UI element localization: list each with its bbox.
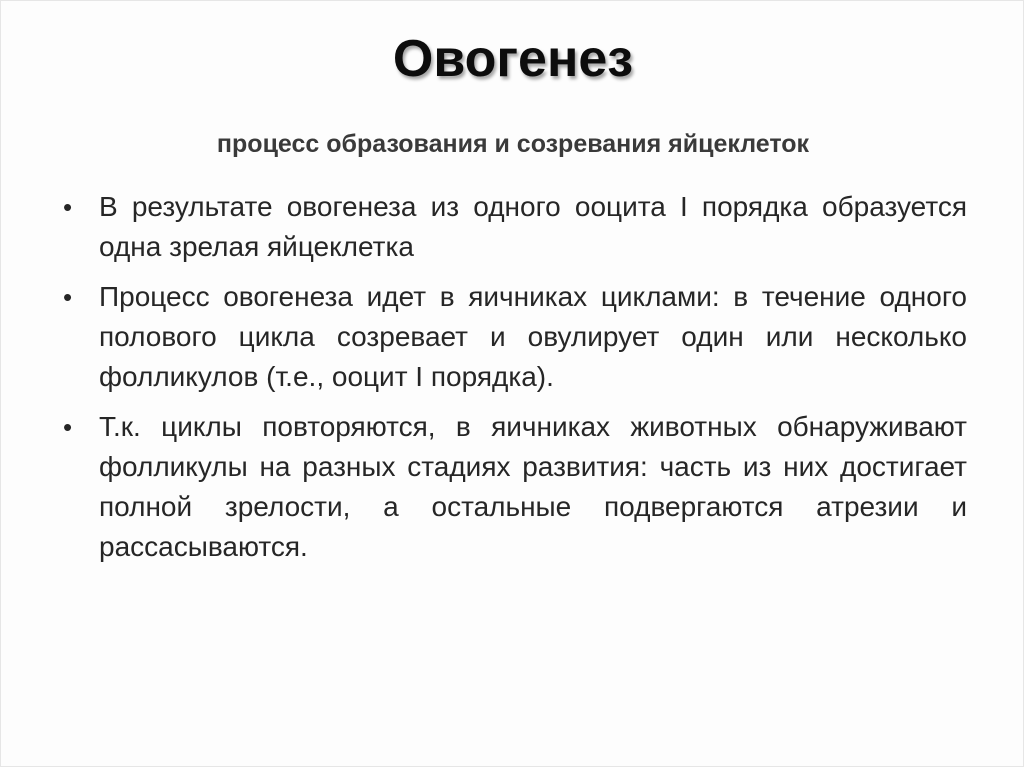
bullet-marker-icon: •	[63, 412, 73, 442]
bullet-text-1: В результате овогенеза из одного ооцита I порядка образуется одна зрелая яйцеклетка	[99, 191, 967, 262]
bullet-marker-icon: •	[63, 192, 73, 222]
bullet-text-2: Процесс овогенеза идет в яичниках циклами: в течение одного полового цикла созревает и овулирует один или несколько фолликулов (т.е., ооцит I порядка).	[99, 281, 967, 392]
slide-title: Овогенез	[392, 30, 634, 88]
bullet-item-3	[63, 407, 967, 567]
slide-subtitle: процесс образования и созревания яйцеклеток	[216, 130, 810, 158]
bullet-item-2	[63, 277, 967, 397]
bullet-item-1	[63, 187, 967, 267]
bullet-text-3: Т.к. циклы повторяются, в яичниках животных обнаруживают фолликулы на разных стадиях развития: часть из них достигает полной зрелости, а остальные подвергаются атрезии и рассасываются.	[99, 411, 967, 562]
bullet-marker-icon: •	[63, 282, 73, 312]
bullet-list	[63, 187, 967, 577]
